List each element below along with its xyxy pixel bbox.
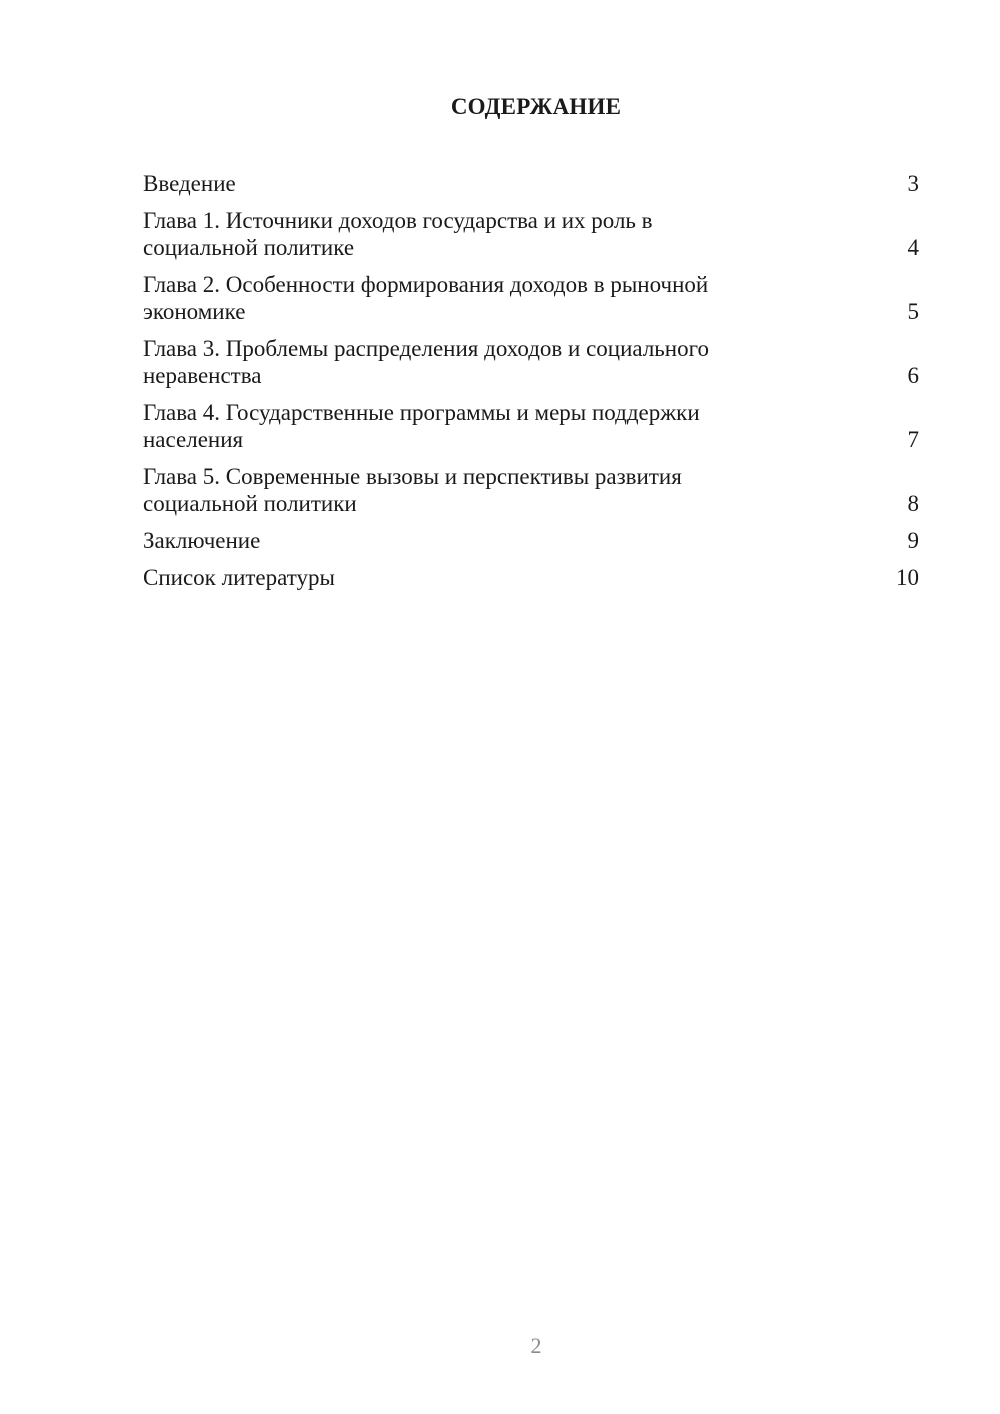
toc-entry-line: Глава 4. Государственные программы и меры поддержки [143,400,700,425]
toc-entry-line: социальной политике [143,235,355,260]
toc-entry-label [143,463,783,517]
table-of-contents [143,170,919,601]
toc-entry-label [143,207,783,261]
toc-entry-chapter-1 [143,207,919,261]
toc-entry-chapter-3 [143,335,919,389]
toc-entry-page: 4 [907,235,919,260]
toc-entry-label [143,271,783,325]
toc-entry-line: Глава 3. Проблемы распределения доходов и социального [143,336,709,361]
toc-entry-line: социальной политики [143,491,357,516]
toc-entry-chapter-2 [143,271,919,325]
toc-entry-line: Список литературы [143,565,335,590]
toc-entry-line: Глава 1. Источники доходов государства и их роль в [143,208,653,233]
toc-entry-line: Глава 5. Современные вызовы и перспективы развития [143,464,682,489]
toc-entry-line: неравенства [143,363,262,388]
toc-entry-page: 8 [907,491,919,516]
toc-entry-line: Введение [143,171,236,196]
toc-entry-line: населения [143,427,244,452]
toc-entry-conclusion [143,527,919,554]
toc-entry-page: 5 [907,299,919,324]
toc-entry-label [143,527,783,554]
toc-entry-page: 7 [907,427,919,452]
toc-entry-line: Заключение [143,528,261,553]
toc-entry-page: 10 [896,565,919,590]
toc-entry-introduction [143,170,919,197]
toc-entry-label [143,399,783,453]
page-title: СОДЕРЖАНИЕ [450,94,622,119]
page-number: 2 [530,1333,542,1358]
toc-entry-line: экономике [143,299,246,324]
toc-entry-page: 6 [907,363,919,388]
toc-entry-page: 3 [907,171,919,196]
toc-entry-label [143,335,783,389]
toc-entry-label [143,564,783,591]
toc-entry-page: 9 [907,528,919,553]
toc-entry-label [143,170,783,197]
toc-entry-references [143,564,919,591]
toc-entry-chapter-5 [143,463,919,517]
toc-entry-line: Глава 2. Особенности формирования доходов в рыночной [143,272,709,297]
toc-entry-chapter-4 [143,399,919,453]
